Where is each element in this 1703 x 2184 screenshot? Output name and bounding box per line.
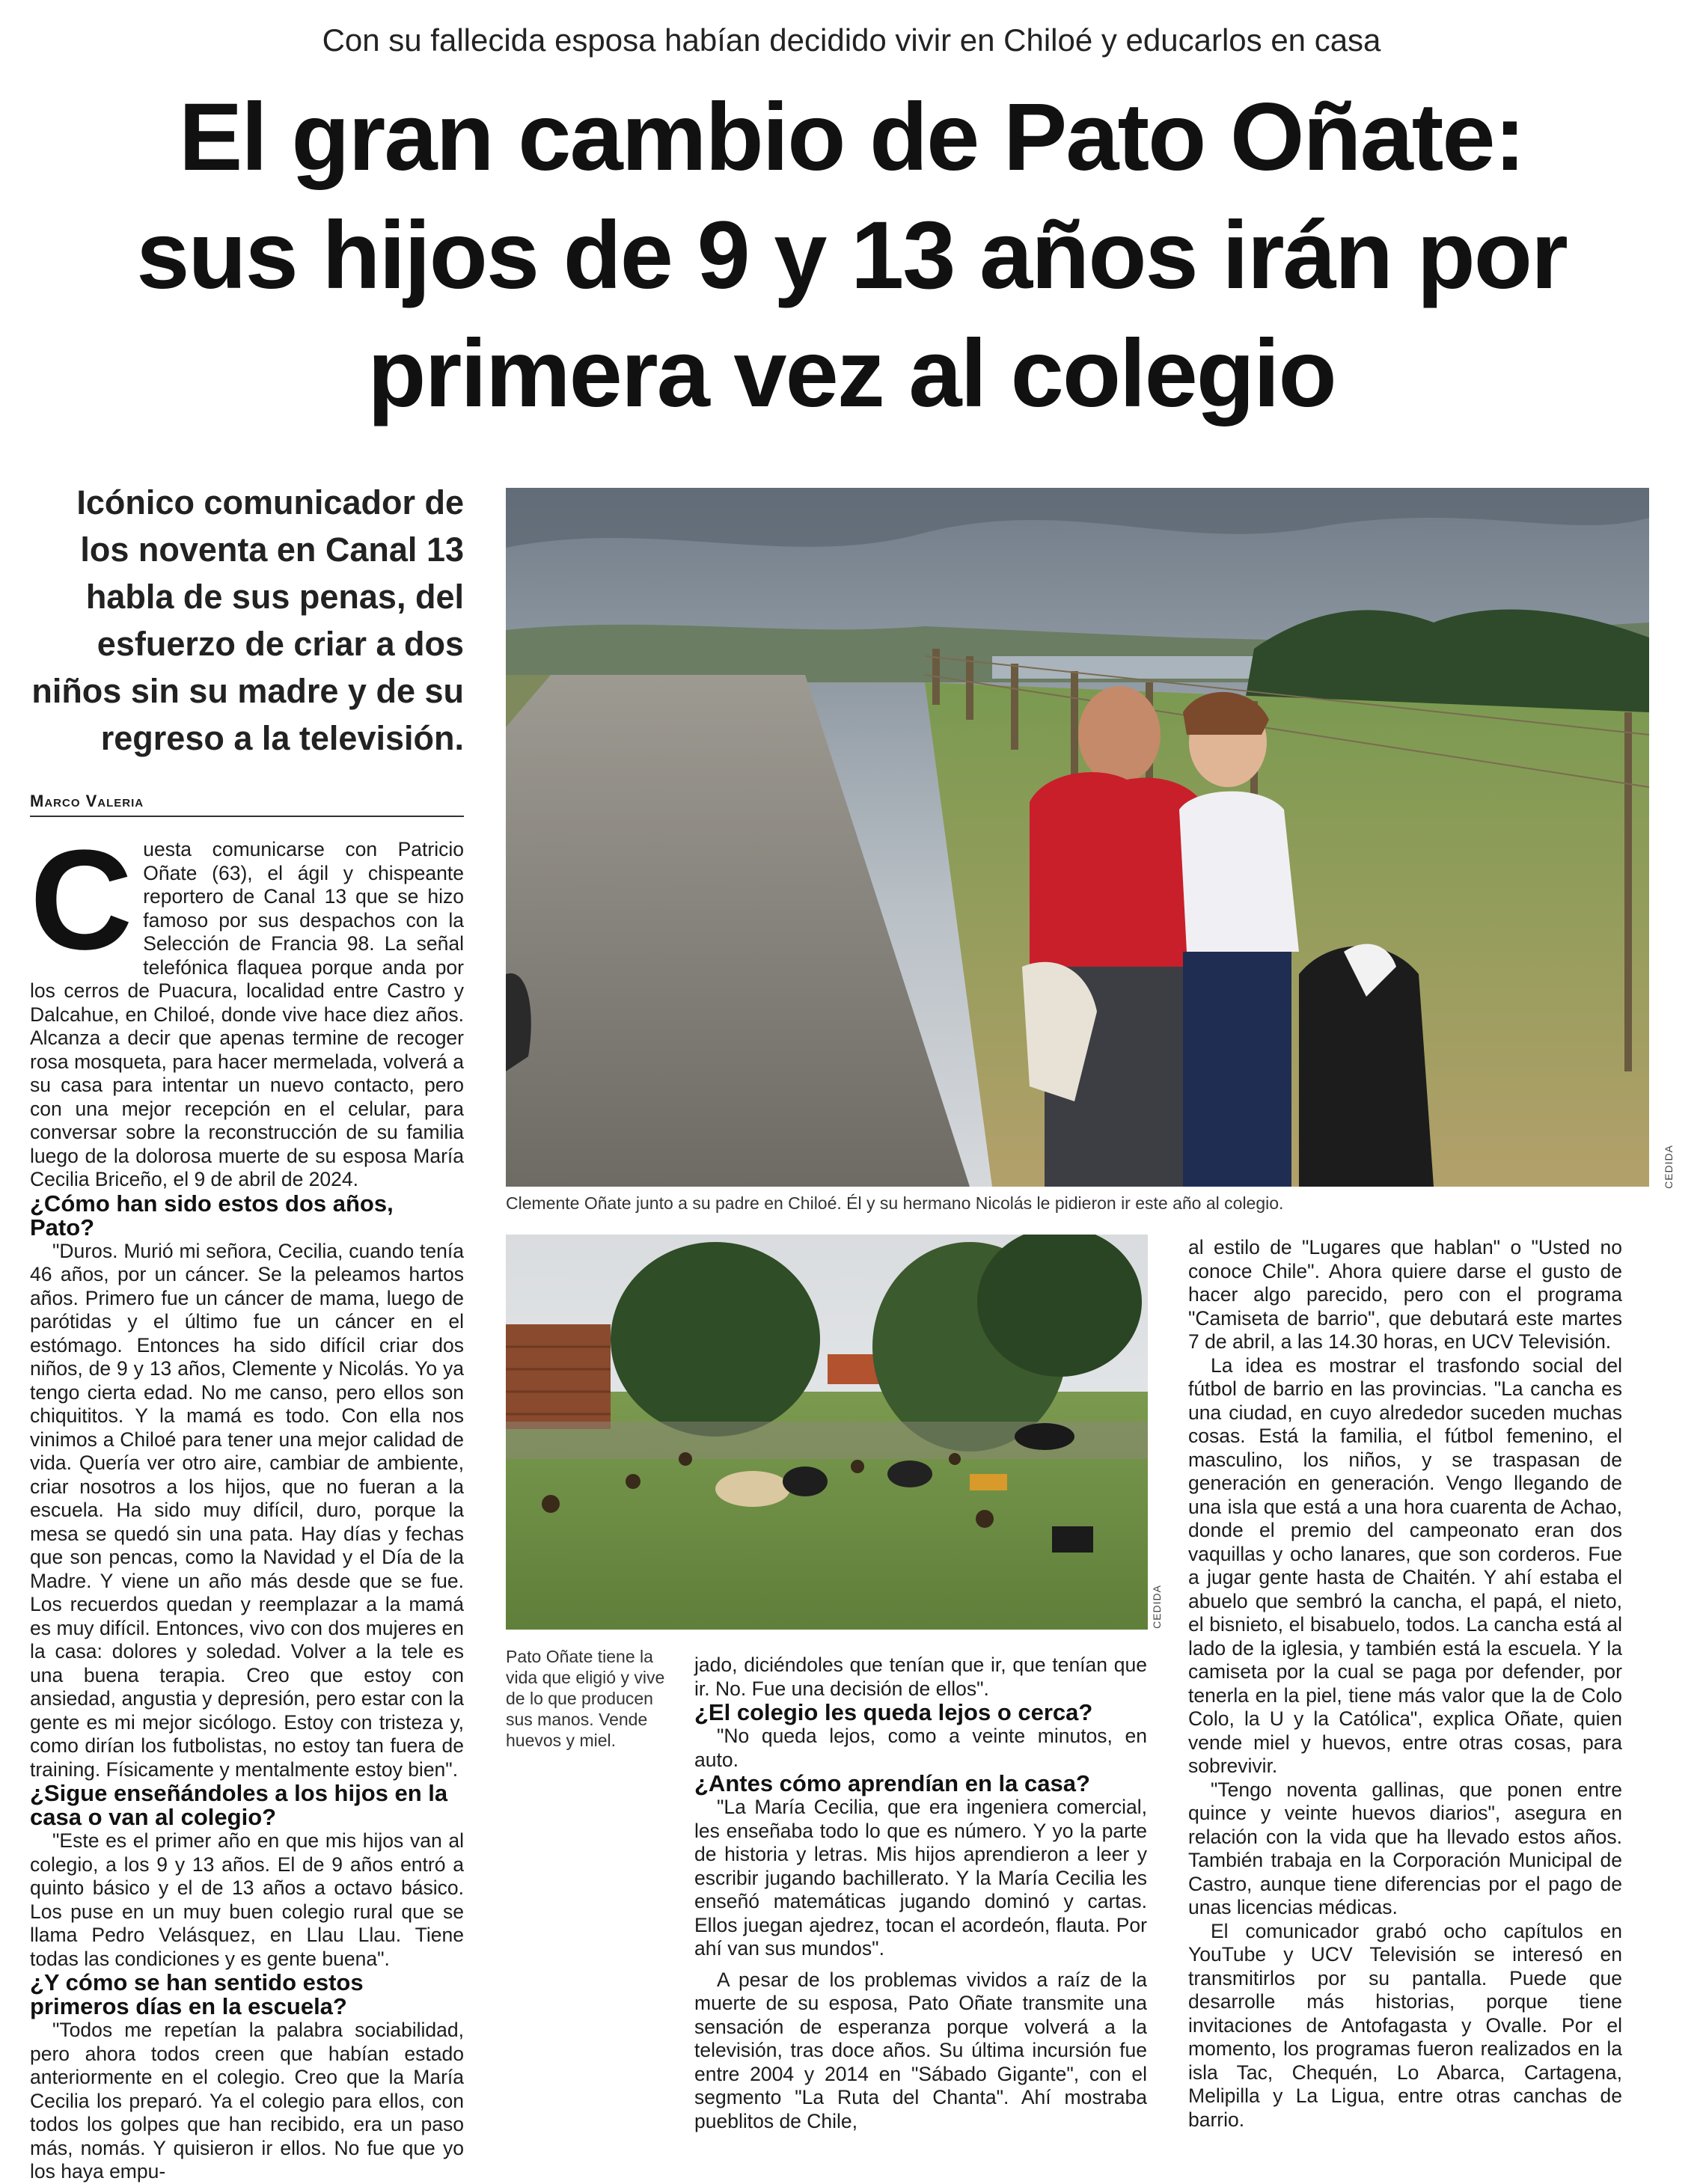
answer-3: "Todos me repetían la palabra sociabilidad, pero ahora todos creen que habían estado anteriormente en el colegio. Creo que la María Cecilia los preparó. Ya el colegio para ellos, con todos los golpes que han recibido, era un paso más, nomás. Y quisieron ir ellos. No fue que yo los haya empu- [30, 2019, 464, 2183]
intro-paragraph [30, 821, 464, 1192]
answer-2: "Este es el primer año en que mis hijos van al colegio, a los 9 y 13 años. El de 9 años entró a quinto básico y el de 13 años a octavo básico. Los puse en un muy buen colegio rural que se llama Pedro Velásquez, en Llau Llau. Tiene todas las condiciones y es gente buena". [30, 1829, 464, 1970]
headline-line-1: El gran cambio de Pato Oñate: [178, 84, 1525, 191]
article-column-3 [1188, 1236, 1622, 2132]
photo1-credit: CEDIDA [1663, 1145, 1675, 1189]
byline: Marco Valeria [30, 792, 464, 817]
headline-line-2: sus hijos de 9 y 13 años irán por [136, 202, 1567, 309]
intro-text: uesta comunicarse con Patricio Oñate (63), el ágil y chispeante reportero de Canal 13 que se hizo famoso por sus despachos con la Selección de Francia 98. La señal telefónica flaquea porque anda por los cerros de Puacura, localidad entre Castro y Dalcahue, en Chiloé, donde vive hace diez años. Alcanza a decir que apenas termine de recoger rosa mosqueta, para hacer mermelada, volverá a su casa para intentar un nuevo contacto, pero con una mejor recepción en el celular, para conversar sobre la reconstrucción de su familia luego de la dolorosa muerte de su esposa María Cecilia Briceño, el 9 de abril de 2024. [30, 838, 464, 1190]
paragraph-8: "Tengo noventa gallinas, que ponen entre quince y veinte huevos diarios", asegura en relación con la vida que ha llevado estos años. También trabaja en la Corporación Municipal de Castro, aunque tiene diferencias por el pago de unas licencias médicas. [1188, 1778, 1622, 1918]
photo1-caption: Clemente Oñate junto a su padre en Chiloé. Él y su hermano Nicolás le pidieron ir este año al colegio. [506, 1193, 1284, 1213]
answer-3-continued: jado, diciéndoles que tenían que ir, que tenían que ir. No. Fue una decisión de ellos". [694, 1654, 1147, 1700]
headline-line-3: primera vez al colegio [367, 320, 1336, 427]
photo2-credit: CEDIDA [1151, 1585, 1163, 1629]
drop-cap: C [30, 821, 133, 979]
answer-1: "Duros. Murió mi señora, Cecilia, cuando tenía 46 años, por un cáncer. Se la peleamos hartos años. Primero fue un cáncer de mama, luego de parótidas y el último fue un cáncer en el estómago. Entonces ha sido difícil criar dos niños, de 9 y 13 años, Clemente y Nicolás. Yo ya tengo cierta edad. No me canso, pero ellos son chiquititos. Y la mamá es todo. Con ella nos vinimos a Chiloé para tener una mejor calidad de vida. Quería ver otro aire, cambiar de ambiente, criar nosotros a los hijos, que no fueran a la escuela. Ha sido muy difícil, duro, porque la mesa se quedó sin una pata. Hay días y fechas que son pencas, como la Navidad y el Día de la Madre. Y viene un año más desde que se fue. Los recuerdos quedan y reemplazar a la mamá es muy difícil. Entonces, vivo con dos mujeres en la casa: dolores y soledad. Volver a la tele es una buena terapia. Creo que estoy con ansiedad, angustia y depresión, pero estar con la gente es mi mejor sicólogo. Estoy con tristeza y, como dirían los futbolistas, no estoy tan fuera de training. Físicamente y mentalmente estoy bien". [30, 1239, 464, 1781]
article-column-2 [694, 1654, 1147, 2133]
question-3: ¿Y cómo se han sentido estos primeros días en la escuela? [30, 1969, 364, 2019]
question-5: ¿Antes cómo aprendían en la casa? [694, 1770, 1090, 1796]
question-1: ¿Cómo han sido estos dos años, Pato? [30, 1190, 394, 1241]
article-column-1 [30, 821, 464, 2184]
photo-father-son-image [506, 488, 1649, 1187]
photo2-caption: Pato Oñate tiene la vida que eligió y vive de lo que producen sus manos. Vende huevos y miel. [506, 1647, 665, 1750]
question-4: ¿El colegio les queda lejos o cerca? [694, 1699, 1093, 1725]
kicker: Con su fallecida esposa habían decidido vivir en Chiloé y educarlos en casa [322, 22, 1381, 58]
deck: Icónico comunicador de los noventa en Canal 13 habla de sus penas, del esfuerzo de criar a dos niños sin su madre y de su regreso a la televisión. [31, 483, 464, 757]
paragraph-6-continued: al estilo de "Lugares que hablan" o "Usted no conoce Chile". Ahora quiere darse el gusto de hacer algo parecido, pero con el programa "Camiseta de barrio", que debutará este martes 7 de abril, a las 14.30 horas, en UCV Televisión. [1188, 1236, 1622, 1353]
photo-farmyard [506, 1235, 1148, 1630]
question-2: ¿Sigue enseñándoles a los hijos en la casa o van al colegio? [30, 1780, 448, 1830]
paragraph-9: El comunicador grabó ocho capítulos en YouTube y UCV Televisión se interesó en transmitirlos por su pantalla. Puede que desarrolle más historias, porque tiene invitaciones de Antofagasta y Ovalle. Por el momento, los programas fueron realizados en la isla Tac, Chequén, Lo Abarca, Cartagena, Melipilla y La Ligua, entre otras canchas de barrio. [1188, 1919, 1622, 2131]
answer-4: "No queda lejos, como a veinte minutos, en auto. [694, 1725, 1147, 1771]
headline [0, 79, 1703, 433]
photo-father-son [506, 488, 1649, 1187]
answer-5: "La María Cecilia, que era ingeniera comercial, les enseñaba todo lo que es número. Y yo la parte de historia y letras. Mis hijos aprendieron a leer y escribir jugando bachillerato. Y la María Cecilia les enseñó matemáticas jugando dominó y cartas. Ellos juegan ajedrez, tocan el acordeón, flauta. Por ahí van sus mundos". [694, 1796, 1147, 1960]
paragraph-7: La idea es mostrar el trasfondo social del fútbol de barrio en las provincias. "La cancha es una ciudad, en cuyo alrededor suceden muchas cosas. Está la familia, el fútbol femenino, el masculino, los niños, y se traspasan de generación en generación. Vengo llegando de una isla que está a una hora cuarenta de Achao, donde el premio del campeonato eran dos vaquillas y ocho lanares, que son corderos. Fue a jugar gente hasta de Chaitén. Y ahí estaba el abuelo que sembró la cancha, el papá, el nieto, el bisnieto, el bisabuelo, todos. La cancha está al lado de la iglesia, y también está la escuela. Y la camiseta por la cual se paga por defender, por tenerla en la piel, tiene más valor que la de Colo Colo, la U y la Católica", explica Oñate, quien vende miel y huevos, entre otras cosas, para sobrevivir. [1188, 1353, 1622, 1777]
photo-farmyard-image [506, 1235, 1148, 1630]
paragraph-6: A pesar de los problemas vividos a raíz de la muerte de su esposa, Pato Oñate transmite una sensación de esperanza porque volverá a la televisión, tras doce años. Su última incursión fue entre 2004 y 2014 en "Sábado Gigante", con el segmento "La Ruta del Chanta". Ahí mostraba pueblitos de Chile, [694, 1968, 1147, 2132]
